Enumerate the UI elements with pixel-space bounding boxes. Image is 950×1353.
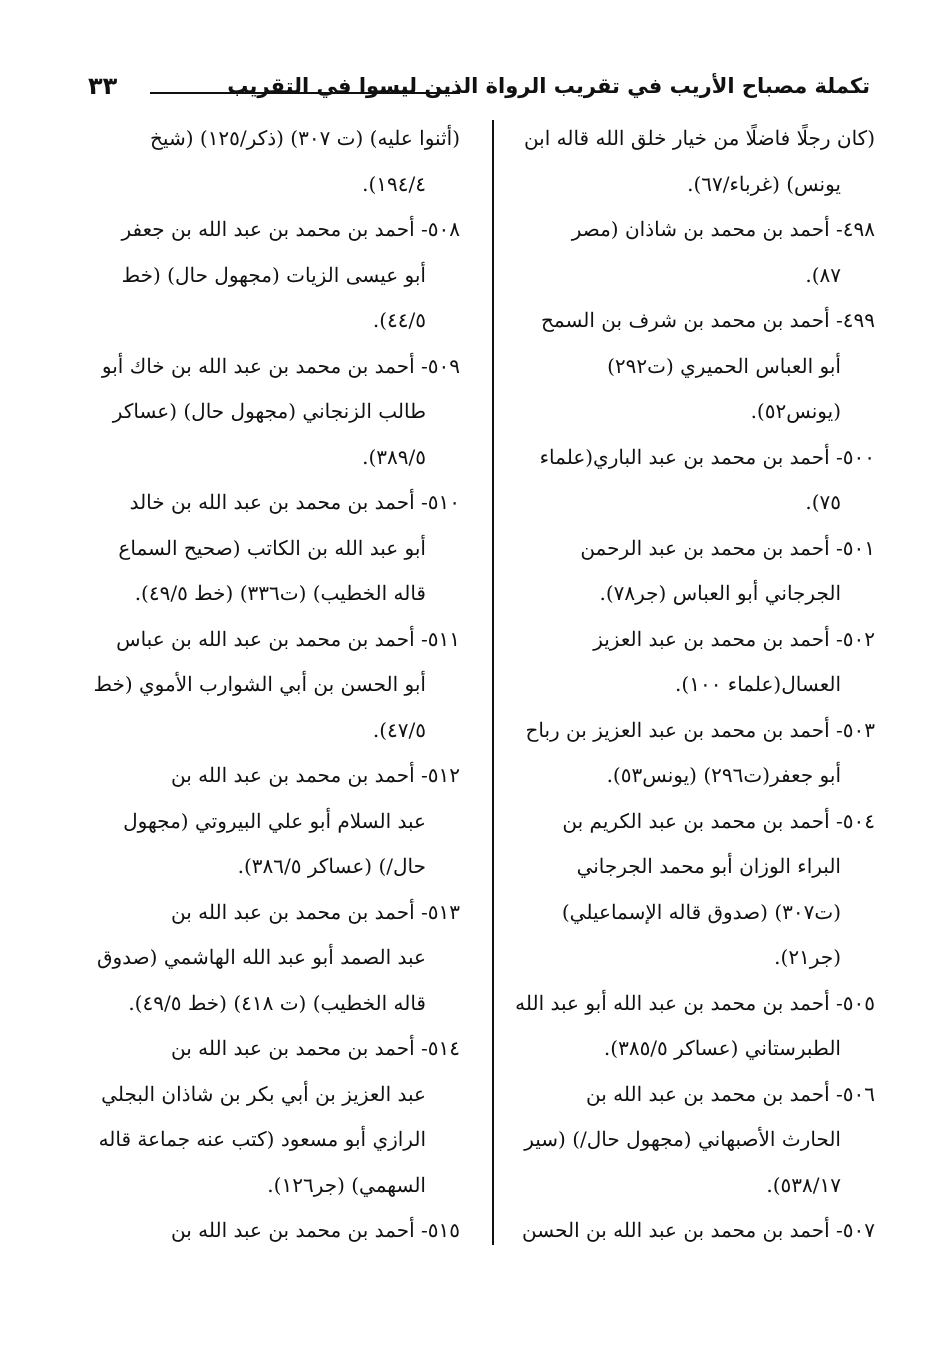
entry <box>85 753 460 890</box>
entry-continuation-line: الطبرستاني (عساكر ٣٨٥/٥). <box>603 1036 841 1060</box>
entry <box>85 1026 460 1208</box>
entry-first-line: ٤٩٨- أحمد بن محمد بن شاذان (مصر <box>571 217 875 241</box>
entry-first-line: ٥٠٥- أحمد بن محمد بن عبد الله أبو عبد الله <box>515 990 875 1015</box>
entry-continuation-line: أبو جعفر(ت٢٩٦) (يونس٥٣). <box>606 763 841 787</box>
page-number: ٣٣ <box>88 72 118 100</box>
entry-continuation-line: (ت٣٠٧) (صدوق قاله الإسماعيلي) <box>561 899 841 924</box>
right-column <box>505 116 875 1254</box>
entry-first-line: ٥٠٧- أحمد بن محمد بن عبد الله بن الحسن <box>522 1218 875 1242</box>
entry <box>505 1208 875 1254</box>
entry <box>85 480 460 617</box>
entry-continuation-line: الرازي أبو مسعود (كتب عنه جماعة قاله <box>98 1127 426 1151</box>
left-column <box>85 116 460 1254</box>
entry-first-line: ٥٠٠- أحمد بن محمد بن عبد الباري(علماء <box>539 444 875 469</box>
entry-first-line: ٥١٣- أحمد بن محمد بن عبد الله بن <box>171 899 460 924</box>
entry-continuation-line: طالب الزنجاني (مجهول حال) (عساكر <box>112 399 426 423</box>
entry-first-line: ٥١٤- أحمد بن محمد بن عبد الله بن <box>171 1036 460 1060</box>
entry-continuation-line: (جر٢١). <box>774 945 841 969</box>
entry <box>85 890 460 1027</box>
entry-first-line: ٤٩٩- أحمد بن محمد بن شرف بن السمح <box>540 308 875 332</box>
entry-continuation-line: ٤٧/٥). <box>372 717 426 742</box>
entry-continuation-line: أبو عيسى الزيات (مجهول حال) (خط <box>121 262 426 287</box>
entry-continuation-line: ١٩٤/٤). <box>362 171 426 196</box>
entry <box>85 207 460 344</box>
entry-continuation-line: ٧٥). <box>805 490 841 514</box>
entry-continuation-line: يونس) (غرباء/٦٧). <box>687 171 841 196</box>
entry-continuation-line: ٨٧). <box>805 262 841 287</box>
entry-continuation-line: البراء الوزان أبو محمد الجرجاني <box>576 854 841 878</box>
entry-first-line: (كان رجلًا فاضلًا من خيار خلق الله قاله ابن <box>523 126 875 150</box>
entry <box>505 708 875 799</box>
entry-first-line: ٥٠٢- أحمد بن محمد بن عبد العزيز <box>593 626 875 651</box>
entry <box>505 1072 875 1209</box>
entry-continuation-line: عبد السلام أبو علي البيروتي (مجهول <box>123 808 426 833</box>
entry-continuation-line: الحارث الأصبهاني (مجهول حال/) (سير <box>524 1127 841 1151</box>
entry-first-line: (أثنوا عليه) (ت ٣٠٧) (ذكر/١٢٥) (شيخ <box>150 126 460 150</box>
entry-continuation-line: أبو عبد الله بن الكاتب (صحيح السماع <box>118 535 426 560</box>
entry-first-line: ٥١٠- أحمد بن محمد بن عبد الله بن خالد <box>129 490 460 514</box>
entry-continuation-line: أبو العباس الحميري (ت٢٩٢) <box>607 353 841 378</box>
entry <box>85 116 460 207</box>
entry <box>505 617 875 708</box>
entry-continuation-line: ٥٣٨/١٧). <box>766 1172 841 1197</box>
entry <box>505 981 875 1072</box>
entry-first-line: ٥١٢- أحمد بن محمد بن عبد الله بن <box>171 763 460 787</box>
entry-continuation-line: ٣٨٩/٥). <box>362 444 426 469</box>
entry <box>505 298 875 435</box>
entry-first-line: ٥٠٦- أحمد بن محمد بن عبد الله بن <box>586 1081 875 1106</box>
page-header <box>80 70 870 110</box>
entry-first-line: ٥٠٩- أحمد بن محمد بن عبد الله بن خاك أبو <box>101 353 460 378</box>
entry-first-line: ٥٠١- أحمد بن محمد بن عبد الرحمن <box>580 535 875 560</box>
entry <box>85 617 460 754</box>
entry <box>505 799 875 981</box>
entry-continuation-line: أبو الحسن بن أبي الشوارب الأموي (خط <box>93 672 426 696</box>
entry-continuation-line: قاله الخطيب) (ت ٤١٨) (خط ٤٩/٥). <box>128 990 426 1015</box>
entry-continuation-line: الجرجاني أبو العباس (جر٧٨). <box>599 581 841 605</box>
entry <box>505 435 875 526</box>
header-rule <box>150 92 460 94</box>
entry-first-line: ٥١٥- أحمد بن محمد بن عبد الله بن <box>171 1218 460 1242</box>
entry-continuation-line: السهمي) (جر١٢٦). <box>267 1172 426 1197</box>
entry-continuation-line: عبد العزيز بن أبي بكر بن شاذان البجلي <box>101 1081 426 1106</box>
entry-continuation-line: عبد الصمد أبو عبد الله الهاشمي (صدوق <box>97 945 426 969</box>
entry-continuation-line: (يونس٥٢). <box>750 399 841 423</box>
entry-continuation-line: ٤٤/٥). <box>372 308 426 332</box>
entry-first-line: ٥٠٣- أحمد بن محمد بن عبد العزيز بن رباح <box>525 717 875 742</box>
entry-first-line: ٥١١- أحمد بن محمد بن عبد الله بن عباس <box>116 626 460 651</box>
entry <box>505 116 875 207</box>
column-divider <box>492 120 494 1245</box>
entry-first-line: ٥٠٨- أحمد بن محمد بن عبد الله بن جعفر <box>121 217 460 241</box>
running-title: تكملة مصباح الأريب في تقريب الرواة الذين ليسوا في التقريب <box>227 74 870 98</box>
entry <box>505 207 875 298</box>
entry-first-line: ٥٠٤- أحمد بن محمد بن عبد الكريم بن <box>562 808 875 833</box>
entry <box>85 1208 460 1254</box>
entry-continuation-line: حال/) (عساكر ٣٨٦/٥). <box>237 854 426 878</box>
entry <box>505 526 875 617</box>
entry-continuation-line: قاله الخطيب) (ت٣٣٦) (خط ٤٩/٥). <box>134 581 426 605</box>
entry <box>85 344 460 481</box>
entry-continuation-line: العسال(علماء ١٠٠). <box>675 672 841 696</box>
